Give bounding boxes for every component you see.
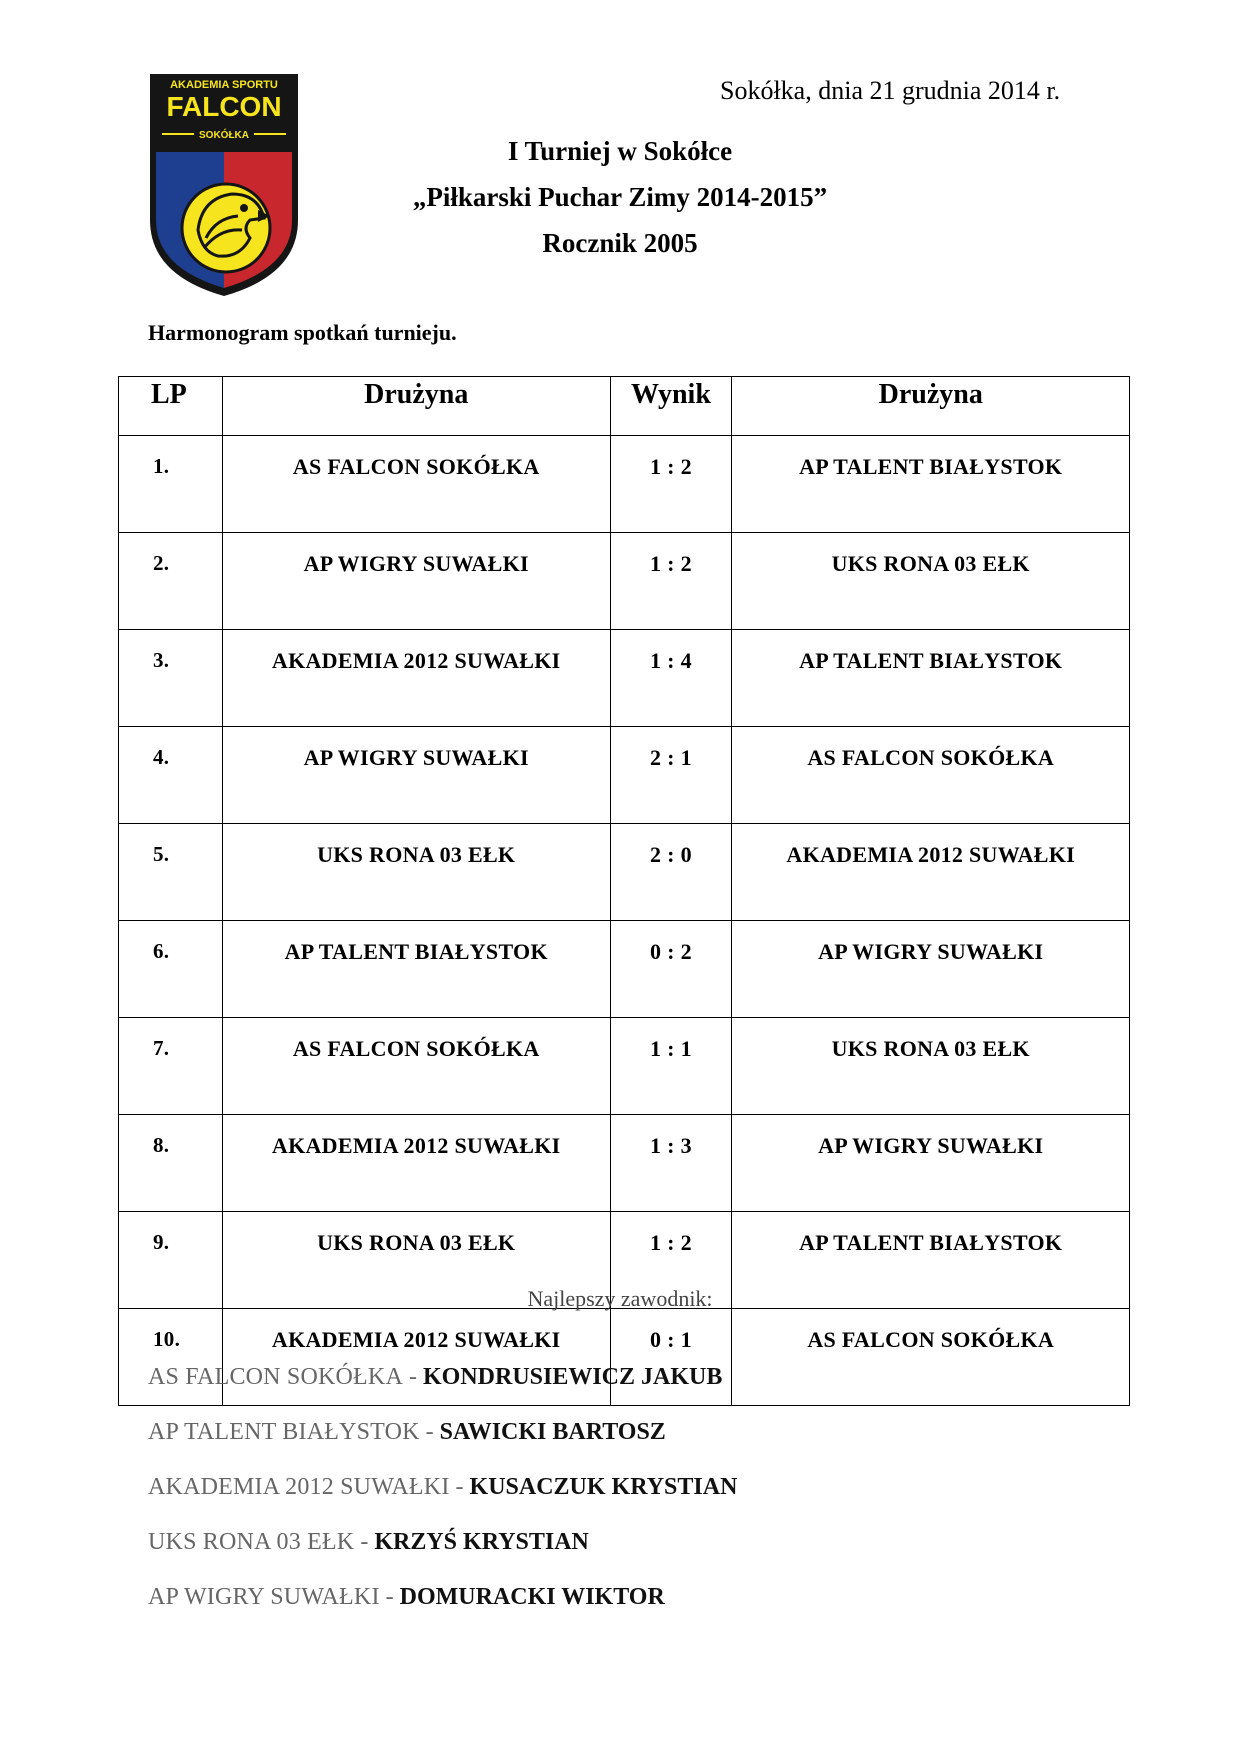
- logo-top-text: AKADEMIA SPORTU: [170, 79, 278, 91]
- separator: -: [419, 1419, 440, 1445]
- player-name: KONDRUSIEWICZ JAKUB: [422, 1364, 723, 1390]
- match-score: 1 : 2: [610, 533, 732, 630]
- home-team: AKADEMIA 2012 SUWAŁKI: [222, 1309, 610, 1406]
- logo-city-text: SOKÓŁKA: [199, 130, 249, 141]
- match-number: 1.: [119, 436, 223, 533]
- away-team: AKADEMIA 2012 SUWAŁKI: [732, 824, 1130, 921]
- header-team-1: Drużyna: [222, 377, 610, 436]
- logo-brand-text: FALCON: [166, 91, 282, 122]
- player-team: AS FALCON SOKÓŁKA: [148, 1364, 403, 1390]
- away-team: AP WIGRY SUWAŁKI: [732, 1115, 1130, 1212]
- header-team-2: Drużyna: [732, 377, 1130, 436]
- list-item: [148, 1529, 737, 1584]
- home-team: UKS RONA 03 EŁK: [222, 824, 610, 921]
- document-title: [300, 128, 940, 266]
- player-team: AP TALENT BIAŁYSTOK: [148, 1419, 420, 1445]
- match-score: 1 : 2: [610, 1212, 732, 1309]
- title-line-2: „Piłkarski Puchar Zimy 2014-2015”: [412, 182, 828, 212]
- match-number: 4.: [119, 727, 223, 824]
- home-team: UKS RONA 03 EŁK: [222, 1212, 610, 1309]
- match-number: 10.: [119, 1309, 223, 1406]
- player-name: SAWICKI BARTOSZ: [439, 1419, 666, 1445]
- table-row: [119, 436, 1130, 533]
- list-item: [148, 1364, 737, 1419]
- player-team: AP WIGRY SUWAŁKI: [148, 1584, 380, 1610]
- away-team: AS FALCON SOKÓŁKA: [732, 727, 1130, 824]
- player-name: DOMURACKI WIKTOR: [399, 1584, 665, 1610]
- table-row: [119, 1115, 1130, 1212]
- match-score: 1 : 2: [610, 436, 732, 533]
- away-team: AS FALCON SOKÓŁKA: [732, 1309, 1130, 1406]
- match-score: 1 : 3: [610, 1115, 732, 1212]
- home-team: AP TALENT BIAŁYSTOK: [222, 921, 610, 1018]
- schedule-intro: Harmonogram spotkań turnieju.: [148, 320, 457, 345]
- match-score: 0 : 1: [610, 1309, 732, 1406]
- match-score: 1 : 1: [610, 1018, 732, 1115]
- list-item: [148, 1419, 737, 1474]
- table-header-row: [119, 377, 1130, 436]
- table-row: [119, 533, 1130, 630]
- list-item: [148, 1474, 737, 1529]
- separator: -: [402, 1364, 423, 1390]
- best-player-list: [148, 1364, 737, 1639]
- away-team: UKS RONA 03 EŁK: [732, 533, 1130, 630]
- match-score: 2 : 0: [610, 824, 732, 921]
- title-line-1: I Turniej w Sokółce: [507, 136, 733, 166]
- player-team: AKADEMIA 2012 SUWAŁKI: [148, 1474, 450, 1500]
- player-team: UKS RONA 03 EŁK: [148, 1529, 355, 1555]
- falcon-academy-logo: [146, 70, 302, 300]
- match-number: 6.: [119, 921, 223, 1018]
- home-team: AKADEMIA 2012 SUWAŁKI: [222, 630, 610, 727]
- table-row: [119, 1018, 1130, 1115]
- best-player-title: Najlepszy zawodnik:: [527, 1286, 713, 1311]
- player-name: KUSACZUK KRYSTIAN: [469, 1474, 738, 1500]
- table-row: [119, 824, 1130, 921]
- list-item: [148, 1584, 737, 1639]
- away-team: AP TALENT BIAŁYSTOK: [732, 1212, 1130, 1309]
- match-number: 5.: [119, 824, 223, 921]
- away-team: AP TALENT BIAŁYSTOK: [732, 436, 1130, 533]
- separator: -: [354, 1529, 375, 1555]
- home-team: AKADEMIA 2012 SUWAŁKI: [222, 1115, 610, 1212]
- table-row: [119, 727, 1130, 824]
- match-score: 0 : 2: [610, 921, 732, 1018]
- match-score: 2 : 1: [610, 727, 732, 824]
- away-team: AP TALENT BIAŁYSTOK: [732, 630, 1130, 727]
- table-row: [119, 921, 1130, 1018]
- title-line-3: Rocznik 2005: [542, 228, 698, 258]
- match-score: 1 : 4: [610, 630, 732, 727]
- header-score: Wynik: [610, 377, 732, 436]
- match-number: 9.: [119, 1212, 223, 1309]
- table-row: [119, 630, 1130, 727]
- home-team: AP WIGRY SUWAŁKI: [222, 727, 610, 824]
- player-name: KRZYŚ KRYSTIAN: [374, 1529, 589, 1555]
- separator: -: [449, 1474, 470, 1500]
- match-number: 8.: [119, 1115, 223, 1212]
- home-team: AS FALCON SOKÓŁKA: [222, 1018, 610, 1115]
- header-lp: LP: [119, 377, 223, 436]
- match-schedule-table: [118, 376, 1130, 1406]
- match-number: 2.: [119, 533, 223, 630]
- away-team: AP WIGRY SUWAŁKI: [732, 921, 1130, 1018]
- match-number: 7.: [119, 1018, 223, 1115]
- document-date: Sokółka, dnia 21 grudnia 2014 r.: [720, 76, 1061, 105]
- away-team: UKS RONA 03 EŁK: [732, 1018, 1130, 1115]
- separator: -: [379, 1584, 400, 1610]
- match-number: 3.: [119, 630, 223, 727]
- home-team: AP WIGRY SUWAŁKI: [222, 533, 610, 630]
- home-team: AS FALCON SOKÓŁKA: [222, 436, 610, 533]
